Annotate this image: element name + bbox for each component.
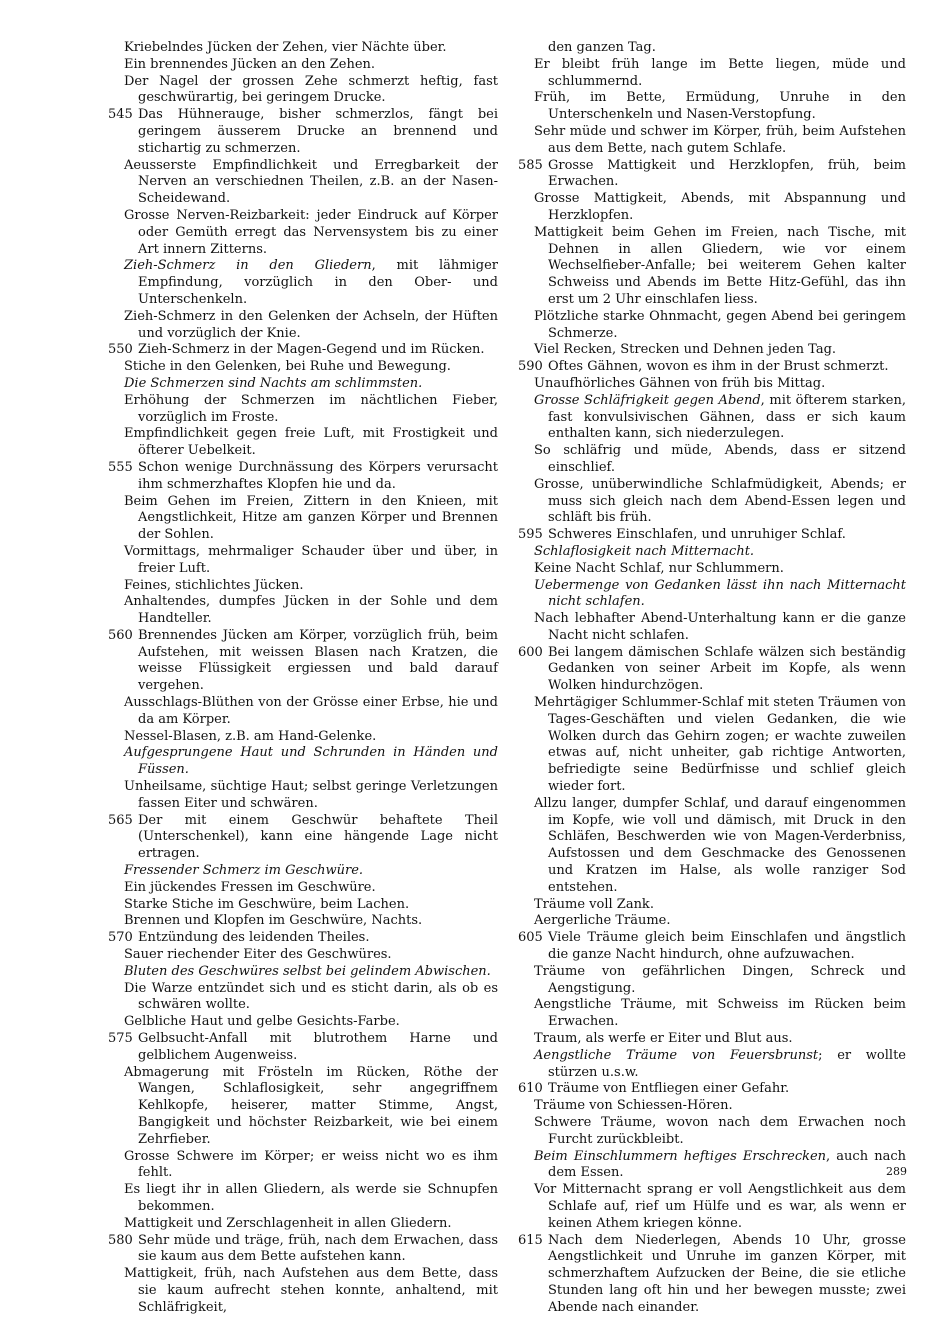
symptom-entry	[108, 40, 498, 57]
symptom-entry	[108, 393, 498, 427]
entry-text: Der Nagel der grossen Zehe schmerzt heftig, fast geschwürartig, bei geringem Drucke.	[124, 73, 498, 106]
symptom-entry	[108, 359, 498, 376]
symptom-entry	[518, 57, 906, 91]
symptom-entry	[108, 578, 498, 595]
symptom-entry	[108, 426, 498, 460]
entry-text: Aengstliche Träume, mit Schweiss im Rücken beim Erwachen.	[534, 997, 906, 1030]
entry-text: Sehr müde und schwer im Körper, früh, beim Aufstehen aus dem Bette, nach gutem Schlafe.	[534, 123, 906, 156]
symptom-entry	[108, 460, 498, 494]
entry-text: Ausschlags-Blüthen von der Grösse einer Erbse, hie und da am Körper.	[124, 695, 498, 727]
symptom-entry	[108, 107, 498, 157]
entry-text: Brennen und Klopfen im Geschwüre, Nachts.	[124, 913, 423, 929]
symptom-entry	[108, 74, 498, 108]
symptom-entry	[518, 1081, 906, 1098]
symptom-entry	[518, 544, 906, 561]
entry-text: Das Hühnerauge, bisher schmerzlos, fängt bei geringem äusserem Drucke an brennend und stichartig zu schmerzen.	[138, 107, 498, 156]
entry-text: Es liegt ihr in allen Gliedern, als werde sie Schnupfen bekommen.	[124, 1182, 498, 1214]
symptom-entry	[518, 578, 906, 612]
symptom-entry	[518, 342, 906, 359]
symptom-entry	[518, 897, 906, 914]
entry-text: Mattigkeit, früh, nach Aufstehen aus dem Bette, dass sie kaum aufrecht stehen konnte, anhaltend, mit Schläfrigkeit,	[124, 1266, 498, 1315]
symptom-entry	[108, 863, 498, 880]
symptom-entry	[108, 1149, 498, 1183]
entry-number: 615	[518, 1232, 543, 1248]
entry-text: , auch nach dem Essen.	[548, 1148, 906, 1181]
symptom-entry	[518, 1115, 906, 1149]
symptom-entry	[108, 1216, 498, 1233]
entry-number: 565	[108, 812, 133, 828]
symptom-entry	[108, 1266, 498, 1316]
entry-number: 590	[518, 359, 543, 375]
entry-text: Abmagerung mit Frösteln im Rücken, Röthe der Wangen, Schlaflosigkeit, sehr angegriffnem Kehlkopfe, heiserer, matter Stimme, Angst, Bangigkeit und höchster Reizbarkeit, wie bei einem Zehrfieber.	[124, 1064, 498, 1147]
entry-text: Zieh-Schmerz in der Magen-Gegend und im Rücken.	[138, 342, 485, 358]
italic-text: Uebermenge von Gedanken lässt ihn nach Mitternacht nicht schlafen.	[534, 577, 906, 610]
entry-text: Empfindlichkeit gegen freie Luft, mit Frostigkeit und öfterer Uebelkeit.	[124, 426, 498, 459]
entry-number: 580	[108, 1232, 133, 1248]
entry-text: Gelbliche Haut und gelbe Gesichts-Farbe.	[124, 1014, 400, 1030]
symptom-entry	[108, 913, 498, 930]
symptom-entry	[108, 57, 498, 74]
symptom-entry	[108, 158, 498, 208]
symptom-entry	[108, 745, 498, 779]
entry-text: Nach lebhafter Abend-Unterhaltung kann er die ganze Nacht nicht schlafen.	[534, 611, 906, 643]
symptom-entry	[108, 1014, 498, 1031]
symptom-entry	[518, 930, 906, 964]
italic-text: Aufgesprungene Haut und Schrunden in Händen und Füssen.	[124, 745, 498, 778]
symptom-entry	[108, 981, 498, 1015]
entry-text: , mit lähmiger Empfindung, vorzüglich in den Ober- und Unterschenkeln.	[138, 258, 498, 307]
symptom-entry	[518, 1048, 906, 1082]
symptom-entry	[108, 880, 498, 897]
symptom-entry	[518, 443, 906, 477]
entry-text: Keine Nacht Schlaf, nur Schlummern.	[534, 560, 784, 576]
entry-text: Er bleibt früh lange im Bette liegen, müde und schlummernd.	[534, 56, 906, 89]
italic-text: Bluten des Geschwüres selbst bei gelindem Abwischen.	[124, 963, 491, 979]
symptom-entry	[518, 359, 906, 376]
symptom-entry	[108, 1233, 498, 1267]
entry-number: 545	[108, 107, 133, 123]
symptom-entry	[108, 208, 498, 258]
entry-text: Kriebelndes Jücken der Zehen, vier Nächte über.	[124, 40, 447, 55]
entry-text: Ein jückendes Fressen im Geschwüre.	[124, 879, 376, 895]
entry-text: Unaufhörliches Gähnen von früh bis Mittag.	[534, 375, 826, 391]
right-column	[518, 40, 906, 1317]
symptom-entry	[108, 1031, 498, 1065]
entry-text: , mit öfterem starken, fast konvulsivischen Gähnen, dass er sich kaum enthalten kann, sich niederzulegen.	[548, 392, 906, 442]
entry-text: Sehr müde und träge, früh, nach dem Erwachen, dass sie kaum aus dem Bette aufstehen kann.	[138, 1232, 498, 1265]
symptom-entry	[108, 964, 498, 981]
symptom-entry	[518, 477, 906, 527]
entry-text: Der mit einem Geschwür behaftete Theil (Unterschenkel), kann eine hängende Lage nicht ertragen.	[138, 812, 498, 862]
italic-text: Die Schmerzen sind Nachts am schlimmsten.	[124, 375, 423, 391]
entry-text: Träume von Entfliegen einer Gefahr.	[548, 1081, 790, 1097]
symptom-entry	[108, 258, 498, 308]
entry-text: Erhöhung der Schmerzen im nächtlichen Fieber, vorzüglich im Froste.	[124, 392, 498, 425]
symptom-entry	[108, 813, 498, 863]
symptom-entry	[518, 225, 906, 309]
entry-text: Zieh-Schmerz in den Gelenken der Achseln, der Hüften und vorzüglich der Knie.	[124, 308, 498, 341]
entry-text: Vor Mitternacht sprang er voll Aengstlichkeit aus dem Schlafe auf, rief um Hülfe und es war, als wenn er keinen Athem kriegen könne.	[534, 1182, 906, 1231]
symptom-entry	[518, 695, 906, 796]
entry-text: Schon wenige Durchnässung des Körpers verursacht ihm schmerzhaftes Klopfen hie und da.	[138, 459, 498, 492]
symptom-entry	[518, 1182, 906, 1232]
symptom-entry	[108, 729, 498, 746]
symptom-entry	[108, 309, 498, 343]
entry-text: Plötzliche starke Ohnmacht, gegen Abend bei geringem Schmerze.	[534, 308, 906, 341]
symptom-entry	[518, 393, 906, 443]
symptom-entry	[108, 695, 498, 729]
entry-text: Feines, stichlichtes Jücken.	[124, 577, 304, 593]
italic-text: Aengstliche Träume von Feuersbrunst	[534, 1047, 819, 1063]
symptom-entry	[518, 796, 906, 897]
entry-text: Allzu langer, dumpfer Schlaf, und darauf eingenommen im Kopfe, wie voll und dämisch, mit Druck in den Schläfen, Beschwerden wie von Magen-Verderbniss, Aufstossen und dem Geschmacke des Genossenen und Kratzen im Halse, als wolle ranziger Sod entstehen.	[534, 795, 906, 895]
symptom-entry	[518, 40, 906, 57]
left-column	[108, 40, 498, 1317]
entry-text: ; er wollte stürzen u.s.w.	[548, 1047, 906, 1080]
entry-text: Mattigkeit und Zerschlagenheit in allen Gliedern.	[124, 1215, 452, 1231]
symptom-entry	[108, 947, 498, 964]
entry-text: Ein brennendes Jücken an den Zehen.	[124, 56, 376, 72]
entry-text: Träume von Schiessen-Hören.	[534, 1098, 733, 1114]
entry-text: Früh, im Bette, Ermüdung, Unruhe in den Unterschenkeln und Nasen-Verstopfung.	[534, 90, 906, 123]
symptom-entry	[518, 1149, 906, 1183]
symptom-entry	[108, 1182, 498, 1216]
symptom-entry	[518, 191, 906, 225]
entry-text: Unheilsame, süchtige Haut; selbst geringe Verletzungen fassen Eiter und schwären.	[124, 779, 498, 811]
entry-number: 610	[518, 1081, 543, 1097]
entry-number: 605	[518, 930, 543, 946]
symptom-entry	[108, 930, 498, 947]
italic-text: Fressender Schmerz im Geschwüre.	[124, 863, 364, 879]
entry-number: 570	[108, 930, 133, 946]
italic-text: Grosse Schläfrigkeit gegen Abend	[534, 392, 761, 408]
symptom-entry	[518, 527, 906, 544]
symptom-entry	[108, 1065, 498, 1149]
entry-text: So schläfrig und müde, Abends, dass er sitzend einschlief.	[534, 443, 906, 475]
symptom-entry	[108, 594, 498, 628]
symptom-entry	[108, 376, 498, 393]
entry-text: Gelbsucht-Anfall mit blutrothem Harne und gelblichem Augenweiss.	[138, 1031, 498, 1063]
entry-text: den ganzen Tag.	[548, 40, 656, 55]
symptom-entry	[518, 964, 906, 998]
symptom-entry	[108, 342, 498, 359]
entry-text: Schwere Träume, wovon nach dem Erwachen noch Furcht zurückbleibt.	[534, 1115, 906, 1147]
entry-text: Träume von gefährlichen Dingen, Schreck und Aengstigung.	[534, 963, 906, 996]
symptom-entry	[518, 913, 906, 930]
entry-text: Oftes Gähnen, wovon es ihm in der Brust schmerzt.	[548, 359, 889, 375]
symptom-entry	[518, 997, 906, 1031]
symptom-entry	[518, 376, 906, 393]
entry-text: Viele Träume gleich beim Einschlafen und ängstlich die ganze Nacht hindurch, ohne aufzuwachen.	[548, 930, 906, 963]
symptom-entry	[518, 158, 906, 192]
symptom-entry	[518, 1233, 906, 1317]
entry-text: Viel Recken, Strecken und Dehnen jeden Tag.	[534, 342, 837, 358]
entry-text: Mattigkeit beim Gehen im Freien, nach Tische, mit Dehnen in allen Gliedern, wie vor einem Wechselfieber-Anfalle; bei weiterem Gehen kalter Schweiss und Abends im Bette Hitz-Gefühl, das ihn erst um 2 Uhr einschlafen liess.	[534, 224, 906, 307]
symptom-entry	[108, 628, 498, 695]
entry-number: 595	[518, 527, 543, 543]
symptom-entry	[108, 779, 498, 813]
entry-text: Träume voll Zank.	[534, 896, 654, 912]
entry-text: Stiche in den Gelenken, bei Ruhe und Bewegung.	[124, 359, 451, 375]
entry-text: Entzündung des leidenden Theiles.	[138, 930, 370, 946]
italic-text: Schlaflosigkeit nach Mitternacht.	[534, 543, 755, 559]
symptom-entry	[518, 309, 906, 343]
entry-text: Aergerliche Träume.	[534, 913, 671, 929]
entry-text: Grosse Nerven-Reizbarkeit: jeder Eindruck auf Körper oder Gemüth erregt das Nervensystem bis zu einer Art innern Zitterns.	[124, 207, 498, 257]
entry-text: Anhaltendes, dumpfes Jücken in der Sohle und dem Handteller.	[124, 594, 498, 627]
entry-text: Grosse Mattigkeit, Abends, mit Abspannung und Herzklopfen.	[534, 191, 906, 223]
symptom-entry	[518, 1031, 906, 1048]
entry-text: Traum, als werfe er Eiter und Blut aus.	[534, 1031, 793, 1047]
symptom-entry	[518, 1098, 906, 1115]
symptom-entry	[108, 544, 498, 578]
symptom-entry	[108, 897, 498, 914]
entry-number: 555	[108, 459, 133, 475]
entry-text: Brennendes Jücken am Körper, vorzüglich früh, beim Aufstehen, mit weissen Blasen nach Kratzen, die weisse Flüssigkeit ergiessen und bald darauf vergehen.	[138, 627, 498, 694]
entry-number: 550	[108, 342, 133, 358]
italic-text: Beim Einschlummern heftiges Erschrecken	[534, 1148, 827, 1164]
entry-text: Nessel-Blasen, z.B. am Hand-Gelenke.	[124, 728, 377, 744]
page-number: 289	[886, 1165, 907, 1178]
entry-text: Nach dem Niederlegen, Abends 10 Uhr, grosse Aengstlichkeit und Unruhe im ganzen Körper, mit schmerzhaftem Aufzucken der Beine, die sie etliche Stunden lang oft hin und her bewegen musste; zwei Abende nach einander.	[548, 1232, 906, 1315]
entry-text: Vormittags, mehrmaliger Schauder über und über, in freier Luft.	[124, 543, 498, 576]
symptom-entry	[518, 124, 906, 158]
entry-text: Sauer riechender Eiter des Geschwüres.	[124, 947, 392, 963]
entry-text: Die Warze entzündet sich und es sticht darin, als ob es schwären wollte.	[124, 980, 498, 1013]
symptom-entry	[518, 645, 906, 695]
symptom-entry	[518, 90, 906, 124]
entry-text: Grosse Schwere im Körper; er weiss nicht wo es ihm fehlt.	[124, 1148, 498, 1181]
entry-number: 585	[518, 157, 543, 173]
entry-text: Starke Stiche im Geschwüre, beim Lachen.	[124, 896, 410, 912]
entry-number: 575	[108, 1031, 133, 1047]
entry-text: Grosse Mattigkeit und Herzklopfen, früh, beim Erwachen.	[548, 157, 906, 190]
italic-text: Zieh-Schmerz in den Gliedern	[124, 258, 372, 274]
entry-text: Beim Gehen im Freien, Zittern in den Knieen, mit Aengstlichkeit, Hitze am ganzen Körper und Brennen der Sohlen.	[124, 493, 498, 543]
symptom-entry	[108, 494, 498, 544]
entry-text: Schweres Einschlafen, und unruhiger Schlaf.	[548, 527, 846, 543]
entry-number: 600	[518, 644, 543, 660]
symptom-entry	[518, 611, 906, 645]
entry-number: 560	[108, 627, 133, 643]
entry-text: Aeusserste Empfindlichkeit und Erregbarkeit der Nerven an verschiednen Theilen, z.B. an der Nasen-Scheidewand.	[124, 157, 498, 207]
entry-text: Bei langem dämischen Schlafe wälzen sich beständig Gedanken von seiner Arbeit im Kopfe, als wenn Wolken hindurchzögen.	[548, 644, 906, 694]
entry-text: Grosse, unüberwindliche Schlafmüdigkeit, Abends; er muss sich gleich nach dem Abend-Essen legen und schläft bis früh.	[534, 476, 906, 526]
entry-text: Mehrtägiger Schlummer-Schlaf mit steten Träumen von Tages-Geschäften und vielen Gedanken, die wie Wolken durch das Gehirn zogen; er wachte zuweilen etwas auf, nicht unheiter, gab richtige Antworten, befriedigte seine Bedürfnisse und schlief gleich wieder fort.	[534, 695, 906, 795]
symptom-entry	[518, 561, 906, 578]
